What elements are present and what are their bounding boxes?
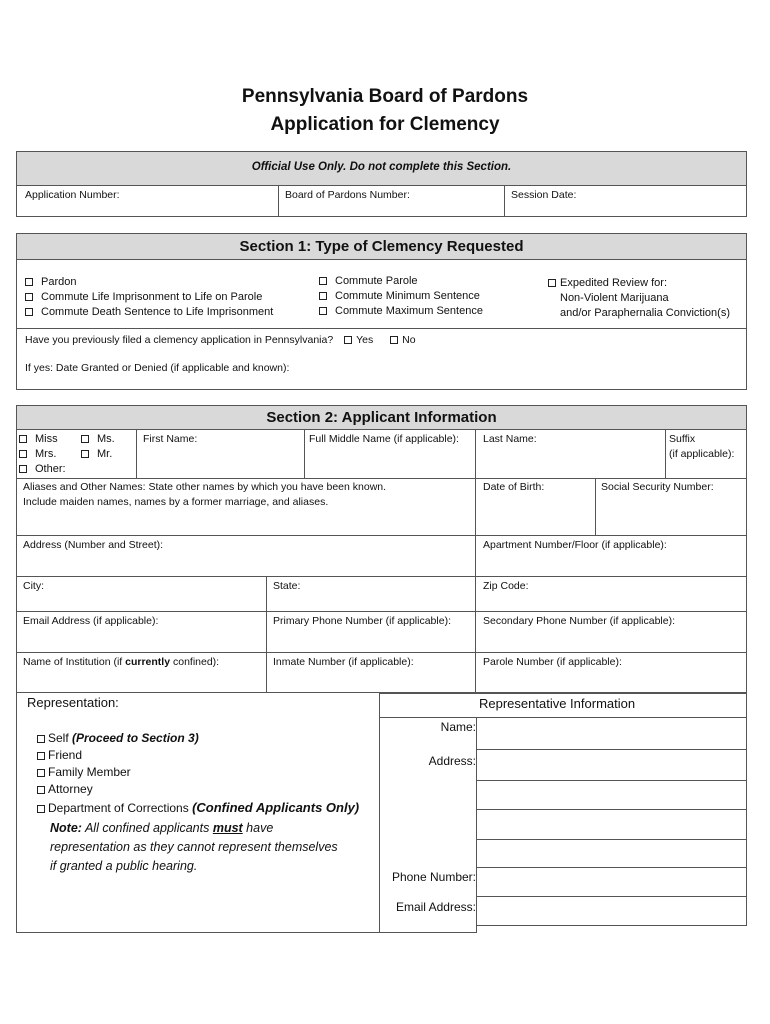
checkbox-icon[interactable]	[37, 769, 45, 777]
apartment-field[interactable]: Apartment Number/Floor (if applicable):	[483, 539, 667, 551]
email-field[interactable]: Email Address (if applicable):	[23, 615, 159, 627]
rep-info-heading: Representative Information	[479, 696, 636, 711]
title-mrs[interactable]: Mrs.	[19, 448, 56, 460]
checkbox-icon[interactable]	[319, 307, 327, 315]
rep-phone-label: Phone Number:	[391, 870, 476, 884]
section2-heading: Section 2: Applicant Information	[266, 409, 497, 426]
commute-parole-option[interactable]: Commute Parole	[319, 275, 418, 287]
checkbox-icon[interactable]	[37, 735, 45, 743]
checkbox-icon[interactable]	[25, 293, 33, 301]
rep-doc-option[interactable]: Department of Corrections (Confined Applicants Only)	[37, 800, 359, 815]
no-checkbox[interactable]	[390, 336, 398, 344]
title-other[interactable]: Other:	[19, 463, 66, 475]
application-number-label: Application Number:	[25, 189, 120, 201]
checkbox-icon[interactable]	[319, 292, 327, 300]
checkbox-icon[interactable]	[81, 450, 89, 458]
commute-minimum-option[interactable]: Commute Minimum Sentence	[319, 290, 480, 302]
yes-label: Yes	[356, 334, 374, 346]
last-name-field[interactable]: Last Name:	[483, 433, 537, 445]
commute-death-option[interactable]: Commute Death Sentence to Life Imprisonment	[25, 306, 273, 318]
city-field[interactable]: City:	[23, 580, 44, 592]
address-field[interactable]: Address (Number and Street):	[23, 539, 164, 551]
middle-name-field[interactable]: Full Middle Name (if applicable):	[309, 433, 459, 445]
aliases-help: Include maiden names, names by a former marriage, and aliases.	[23, 496, 329, 508]
pardon-option[interactable]: Pardon	[25, 276, 76, 288]
checkbox-icon[interactable]	[319, 277, 327, 285]
rep-name-input[interactable]	[477, 719, 746, 749]
aliases-field[interactable]: Aliases and Other Names: State other names by which you have been known.	[23, 481, 387, 493]
section1-box	[16, 233, 747, 390]
rep-self-option[interactable]: Self (Proceed to Section 3)	[37, 731, 199, 745]
state-field[interactable]: State:	[273, 580, 301, 592]
checkbox-icon[interactable]	[19, 450, 27, 458]
title-mr[interactable]: Mr.	[81, 448, 112, 460]
dob-field[interactable]: Date of Birth:	[483, 481, 545, 493]
secondary-phone-field[interactable]: Secondary Phone Number (if applicable):	[483, 615, 676, 627]
title-miss[interactable]: Miss	[19, 433, 58, 445]
suffix-label[interactable]: Suffix	[669, 433, 696, 445]
rep-friend-option[interactable]: Friend	[37, 748, 82, 762]
parole-number-field[interactable]: Parole Number (if applicable):	[483, 656, 622, 668]
if-yes-label: If yes: Date Granted or Denied (if applicable and known):	[25, 362, 290, 374]
expedited-line2: Non-Violent Marijuana	[560, 292, 669, 304]
form-title-line2: Application for Clemency	[270, 114, 500, 135]
rep-name-label: Name:	[440, 720, 476, 734]
yes-checkbox[interactable]	[344, 336, 352, 344]
checkbox-icon[interactable]	[81, 435, 89, 443]
rep-email-input[interactable]	[477, 897, 746, 925]
no-label: No	[402, 334, 416, 346]
checkbox-icon[interactable]	[19, 465, 27, 473]
suffix-label-2: (if applicable):	[669, 448, 735, 460]
title-ms[interactable]: Ms.	[81, 433, 115, 445]
rep-attorney-option[interactable]: Attorney	[37, 782, 93, 796]
checkbox-icon[interactable]	[37, 805, 45, 813]
rep-address-input[interactable]	[477, 750, 746, 867]
commute-life-option[interactable]: Commute Life Imprisonment to Life on Parole	[25, 291, 262, 303]
rep-email-label: Email Address:	[395, 900, 476, 914]
expedited-line3: and/or Paraphernalia Conviction(s)	[560, 307, 730, 319]
institution-field[interactable]: Name of Institution (if currently confined):	[23, 656, 220, 668]
rep-family-option[interactable]: Family Member	[37, 765, 131, 779]
rep-note-line3: if granted a public hearing.	[50, 859, 198, 873]
commute-maximum-option[interactable]: Commute Maximum Sentence	[319, 305, 483, 317]
checkbox-icon[interactable]	[37, 752, 45, 760]
ssn-field[interactable]: Social Security Number:	[601, 481, 714, 493]
primary-phone-field[interactable]: Primary Phone Number (if applicable):	[273, 615, 451, 627]
section2-box	[16, 405, 747, 693]
rep-note-line1: Note: All confined applicants must have	[50, 821, 274, 835]
representation-panel	[16, 693, 379, 933]
form-title-line1: Pennsylvania Board of Pardons	[241, 86, 529, 107]
checkbox-icon[interactable]	[19, 435, 27, 443]
representation-heading: Representation:	[27, 695, 119, 710]
expedited-review-option[interactable]: Expedited Review for:	[548, 277, 667, 289]
inmate-number-field[interactable]: Inmate Number (if applicable):	[273, 656, 414, 668]
rep-phone-input[interactable]	[477, 868, 746, 896]
first-name-field[interactable]: First Name:	[143, 433, 198, 445]
official-use-box	[16, 151, 747, 217]
section1-heading: Section 1: Type of Clemency Requested	[239, 238, 524, 255]
previous-application-question: Have you previously filed a clemency application in Pennsylvania? Yes No	[25, 334, 416, 346]
board-number-label: Board of Pardons Number:	[285, 189, 410, 201]
zip-field[interactable]: Zip Code:	[483, 580, 529, 592]
checkbox-icon[interactable]	[548, 279, 556, 287]
checkbox-icon[interactable]	[25, 278, 33, 286]
official-use-heading: Official Use Only. Do not complete this Section.	[251, 161, 512, 173]
representative-info-panel	[379, 693, 747, 933]
rep-note-line2: representation as they cannot represent themselves	[50, 840, 338, 854]
checkbox-icon[interactable]	[25, 308, 33, 316]
checkbox-icon[interactable]	[37, 786, 45, 794]
rep-address-label: Address:	[428, 754, 476, 768]
session-date-label: Session Date:	[511, 189, 577, 201]
